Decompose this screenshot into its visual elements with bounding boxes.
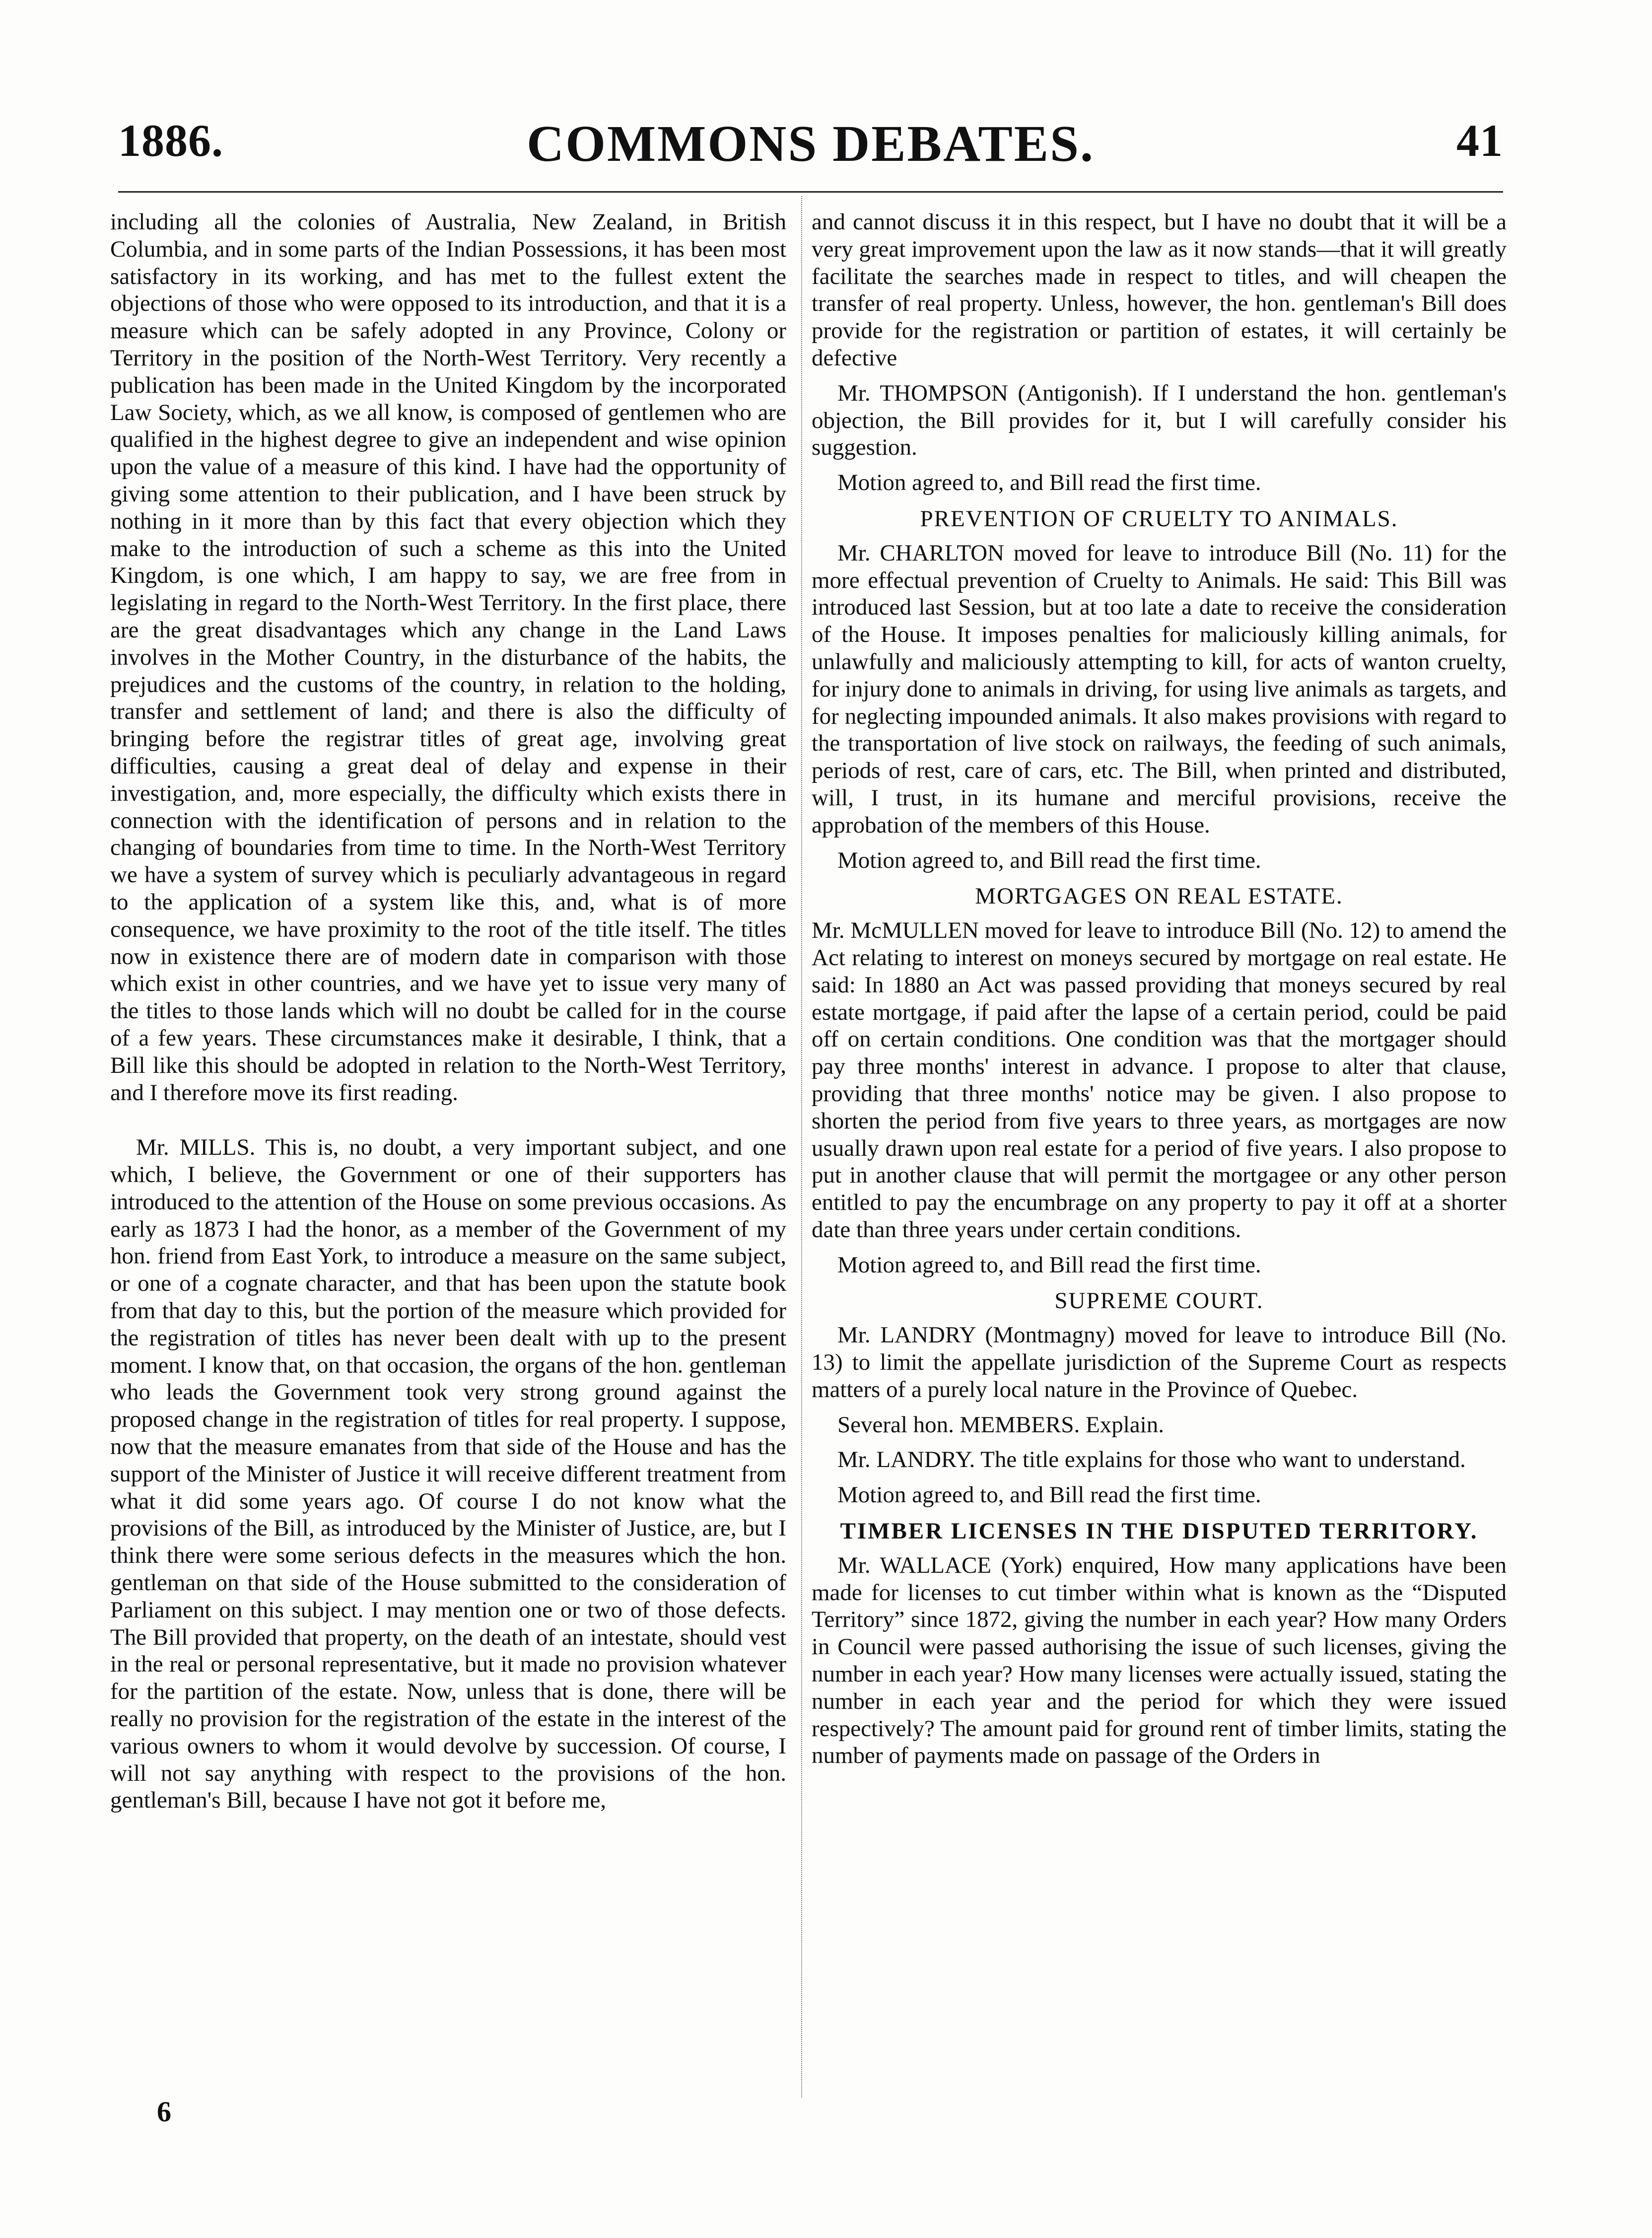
motion-agreed-3: Motion agreed to, and Bill read the first time. [837, 1252, 1261, 1278]
paragraph-mr-mills: Mr. MILLS. This is, no doubt, a very important subject, and one which, I believe, the Government or one of their supporters has introduced to the attention of the House on some previous occasions. As early as 1873 I had the honor, as a member of the Government of my hon. friend from East York, to introduce a measure on the same subject, or one of a cognate character, and that has been upon the statute book from that day to this, but the portion of the measure which provided for the registration of titles has never been dealt with up to the present moment. I know that, on that occasion, the organs of the hon. gentleman who leads the Government took very strong ground against the proposed change in the registration of titles for real property. I suppose, now that the measure emanates from that side of the House and has the support of the Minister of Justice it will receive different treatment from what it did some years ago. Of course I do not know what the provisions of the Bill, as introduced by the Minister of Justice, are, but I think there were some serious defects in the measures which the hon. gentleman on that side of the House submitted to the consideration of Parliament on this subject. I may mention one or two of those defects. The Bill provided that property, on the death of an intestate, should vest in the real or personal representative, but it made no provision whatever for the partition of the estate. Now, unless that is done, there will be really no provision for the registration of the estate in the interest of the various owners to whom it would devolve by succession. Of course, I will not say anything with respect to the provisions of the hon. gentleman's Bill, because I have not got it before me, [110, 1134, 786, 1814]
paragraph-mr-thompson: Mr. THOMPSON (Antigonish). If I understand the hon. gentleman's objection, the Bill provides for it, but I will carefully consider his suggestion. [812, 380, 1507, 461]
left-column [110, 209, 786, 1822]
paragraph-mr-charlton: Mr. CHARLTON moved for leave to introduce Bill (No. 11) for the more effectual prevention of Cruelty to Animals. He said: This Bill was introduced last Session, but at too late a date to receive the consideration of the House. It imposes penalties for maliciously killing animals, for unlawfully and maliciously attempting to kill, for acts of wanton cruelty, for injury done to animals in driving, for using live animals as targets, and for neglecting impounded animals. It also makes provisions with regard to the transportation of live stock on railways, the feeding of such animals, periods of rest, care of cars, etc. The Bill, when printed and distributed, will, I trust, in its humane and merciful provisions, receive the approbation of the members of this House. [812, 540, 1507, 838]
motion-agreed-4: Motion agreed to, and Bill read the first time. [837, 1482, 1261, 1508]
paragraph-mr-mcmullen: Mr. McMULLEN moved for leave to introduce Bill (No. 12) to amend the Act relating to interest on moneys secured by mortgage on real estate. He said: In 1880 an Act was passed providing that moneys secured by real estate mortgage, if paid after the lapse of a certain period, could be paid off on certain conditions. One condition was that the mortgager should pay three months' interest in advance. I propose to alter that clause, providing that three months' notice may be given. I also propose to shorten the period from five years to three years, as mortgages are now usually drawn upon real estate for a period of five years. I also propose to put in another clause that will permit the mortgagee or any other person entitled to pay the encumbrage on any property to pay it off at a shorter date than three years under certain conditions. [812, 917, 1507, 1243]
paragraph-continued: including all the colonies of Australia, New Zealand, in British Columbia, and in some parts of the Indian Possessions, it has been most satisfactory in its working, and has met to the fullest extent the objections of those who were opposed to its introduction, and that it is a measure which can be safely adopted in any Province, Colony or Territory in the position of the North-West Territory. Very recently a publication has been made in the United Kingdom by the incorporated Law Society, which, as we all know, is composed of gentlemen who are qualified in the highest degree to give an independent and wise opinion upon the value of a measure of this kind. I have had the opportunity of giving some attention to their publication, and I have been struck by nothing in it more than by this fact that every objection which they make to the introduction of such a scheme as this into the United Kingdom, is one which, I am happy to say, we are free from in legislating in regard to the North-West Territory. In the first place, there are the great disadvantages which any change in the Land Laws involves in the Mother Country, in the disturbance of the habits, the prejudices and the customs of the country, in relation to the holding, transfer and settlement of land; and there is also the difficulty of bringing before the registrar titles of great age, involving great difficulties, causing a great deal of delay and expense in their investigation, and, more especially, the difficulty which exists there in connection with the identification of persons and in relation to the changing of boundaries from time to time. In the North-West Territory we have a system of survey which is peculiarly advantageous in regard to the application of a system like this, and, what is of more consequence, we have proximity to the root of the title itself. The titles now in existence there are of modern date in comparison with those which exist in other countries, and we have yet to issue very many of the titles to those lands which will no doubt be called for in the course of a few years. These circumstances make it desirable, I think, that a Bill like this should be adopted in relation to the North-West Territory, and I therefore move its first reading. [110, 209, 786, 1106]
paragraph-mr-wallace: Mr. WALLACE (York) enquired, How many applications have been made for licenses to cut timber within what is known as the “Disputed Territory” since 1872, giving the number in each year? How many Orders in Council were passed authorising the issue of such licenses, giving the number in each year? How many licenses were actually issued, stating the number in each year and the period for which they were issued respectively? The amount paid for ground rent of timber limits, stating the number of payments made on passage of the Orders in [812, 1552, 1507, 1769]
motion-agreed-1: Motion agreed to, and Bill read the first time. [837, 470, 1261, 496]
section-heading-timber-licenses: TIMBER LICENSES IN THE DISPUTED TERRITORY. [840, 1518, 1478, 1544]
paragraph-members-explain: Several hon. MEMBERS. Explain. [837, 1411, 1164, 1438]
page-header [118, 114, 1503, 179]
paragraph-continued-right: and cannot discuss it in this respect, but I have no doubt that it will be a very great improvement upon the law as it now stands—that it will greatly facilitate the searches made in respect to titles, and will cheapen the transfer of real property. Unless, however, the hon. gentleman's Bill does provide for the registration or partition of estates, it will certainly be defective [812, 209, 1507, 371]
right-column [812, 209, 1507, 1777]
signature-mark: 6 [157, 2096, 171, 2128]
column-divider [801, 196, 802, 2098]
page-number: 41 [1456, 115, 1503, 166]
header-year: 1886. [118, 115, 223, 166]
paragraph-mr-landry-reply: Mr. LANDRY. The title explains for those who want to understand. [837, 1447, 1466, 1473]
section-heading-supreme-court: SUPREME COURT. [1054, 1288, 1264, 1314]
section-heading-mortgages: MORTGAGES ON REAL ESTATE. [975, 883, 1343, 909]
paragraph-mr-landry: Mr. LANDRY (Montmagny) moved for leave to introduce Bill (No. 13) to limit the appellate jurisdiction of the Supreme Court as respects matters of a purely local nature in the Province of Quebec. [812, 1322, 1507, 1402]
motion-agreed-2: Motion agreed to, and Bill read the first time. [837, 847, 1261, 873]
section-heading-cruelty: PREVENTION OF CRUELTY TO ANIMALS. [920, 505, 1398, 532]
header-rule [118, 191, 1503, 193]
publication-title: COMMONS DEBATES. [527, 115, 1095, 172]
